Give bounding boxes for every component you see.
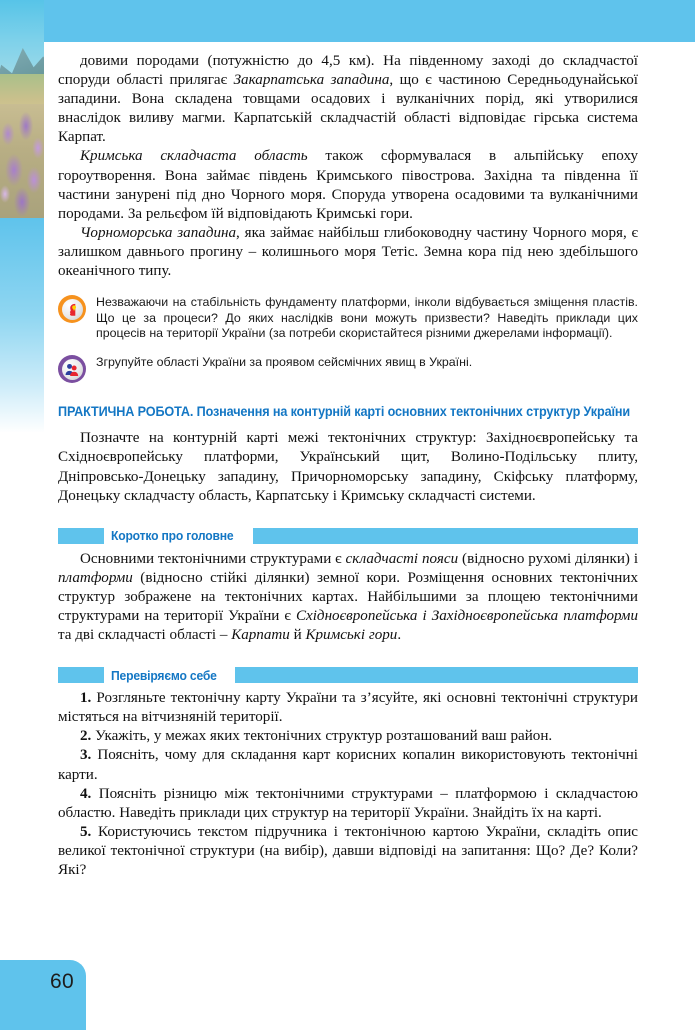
paragraph-1-part-1: довими породами (потужністю до 4,5 км). На південному заході до складчастої споруди області прилягає [58,53,638,89]
head-lightbulb-glyph [65,302,80,317]
paragraph-krymska [58,147,638,223]
paragraph-zakarpatska [58,52,638,147]
item-text: Розгляньте тектонічну карту України та з’ясуйте, які основні тектонічні структури містяться на вітчизняній території. [58,690,638,726]
self-check-item-3 [58,746,638,784]
badge-inner-disc [62,359,83,380]
self-check-item-2 [58,727,638,746]
summary-text [58,550,638,645]
banner-summary [58,528,638,544]
term-krymski-hory: Кримські гори [305,627,398,644]
summary-part-3: (відносно стійкі ділянки) земної кори. Розміщення основних тектонічних структур зображене на тектонічних картах. Найбільшими за площею тектонічними структурами на території України є [58,569,638,624]
item-number: 4. [80,785,92,802]
summary-part-6: . [397,627,402,644]
item-number: 2. [80,728,92,745]
question-row-group [58,355,638,383]
paragraph-chornomorska [58,224,638,281]
self-check-item-5 [58,823,638,880]
item-text: Поясніть різницю між тектонічними структурами – платформою і складчастою областю. Наведіть приклади цих структур на території України. Знайдіть їх на карті. [58,785,638,821]
banner-summary-title: Коротко про головне [111,528,234,544]
two-people-glyph [64,362,80,377]
page-content [58,52,638,880]
photo-mountain-layer [0,30,44,90]
summary-part-2: (відносно рухомі ділянки) і [458,550,639,567]
term-platformy-two: Східноєвропейська і Західноєвропейська платформи [295,608,638,624]
banner-title-wrap [104,528,253,544]
term-platformy: платформи [58,569,133,586]
term-zakarpatska-zapadyna: Закарпатська западина [233,72,390,89]
item-text: Поясніть, чому для складання карт корисних копалин використовують тектонічні карти. [58,747,638,783]
banner-title-wrap [104,667,235,683]
photo-flowers-layer [0,104,44,218]
two-people-icon [58,355,86,383]
summary-part-4: та дві складчасті області – [58,627,232,644]
sidebar-photo-crocus-mountains [0,0,44,218]
question-group-text: Згрупуйте області України за проявом сейсмічних явищ в Україні. [96,355,473,370]
item-number: 5. [80,823,92,840]
banner-self-check-title: Перевіряємо себе [111,667,217,683]
item-number: 1. [80,690,92,707]
term-krymska-oblast: Кримська складчаста область [80,148,308,165]
badge-inner-disc [62,299,83,320]
head-lightbulb-icon [58,295,86,323]
paragraph-1-part-2: , що є частиною Середньодунайської западини. Вона складена товщами осадових і вулканічних порід, які утворилися внаслідок виливу магми. Карпатській складчастій області відповідає гірська система Карпат. [58,72,638,146]
top-decorative-band [0,0,695,42]
term-skladchasti-poyasy: складчасті пояси [345,550,459,567]
photo-field-layer [0,74,44,124]
item-number: 3. [80,747,92,764]
self-check-item-1 [58,689,638,727]
sidebar-blue-gradient [0,218,44,433]
practical-work-text: Позначте на контурній карті межі тектонічних структур: Західноєвропейську та Східноєвропейську платформи, Український щит, Волино-Подільську плиту, Дніпровсько-Донецьку западину, Причорноморську западину, Скіфську платформу, Донецьку складчасту область, Карпатську і Кримську складчасті системи. [58,430,638,504]
summary-part-5: й [289,627,306,644]
paragraph-3-rest: , яка займає найбільш глибоководну частину Чорного моря, є залишком давнього прогину – колишнього моря Тетіс. Земна кора під нею здебільшого океанічного типу. [58,224,639,280]
item-text: Користуючись текстом підручника і тектонічною картою України, складіть опис великої тектонічної структури (на вибір), давши відповіді на запитання: Що? Де? Коли? Які? [58,823,638,879]
photo-sky-layer [0,0,44,74]
question-think-text: Незважаючи на стабільність фундаменту платформи, інколи відбувається зміщення пластів. Що це за процеси? До яких наслідків вони можуть призвести? Наведіть приклади цих процесів на території України (за потреби скористайтеся різними джерелами інформації). [96,295,638,340]
practical-work-heading: ПРАКТИЧНА РОБОТА. Позначення на контурній карті основних тектонічних структур України [58,404,631,420]
summary-part-1: Основними тектонічними структурами є [80,550,346,567]
paragraph-2-rest: також сформувалася в альпійську епоху гороутворення. Вона займає південь Кримського півострова. Західна та південна її частини занурені під дно Чорного моря. Споруда утворена осадовими та вулканічними породами. За рельєфом їй відповідають Кримські гори. [58,148,638,222]
item-text: Укажіть, у межах яких тектонічних структур розташований ваш район. [91,728,553,745]
term-karpaty: Карпати [231,627,290,644]
banner-self-check [58,667,638,683]
term-chornomorska-zapadyna: Чорноморська западина [80,224,237,241]
page-number: 60 [50,970,74,993]
self-check-item-4 [58,785,638,823]
question-row-think [58,295,638,341]
page-number-block [0,960,86,1030]
